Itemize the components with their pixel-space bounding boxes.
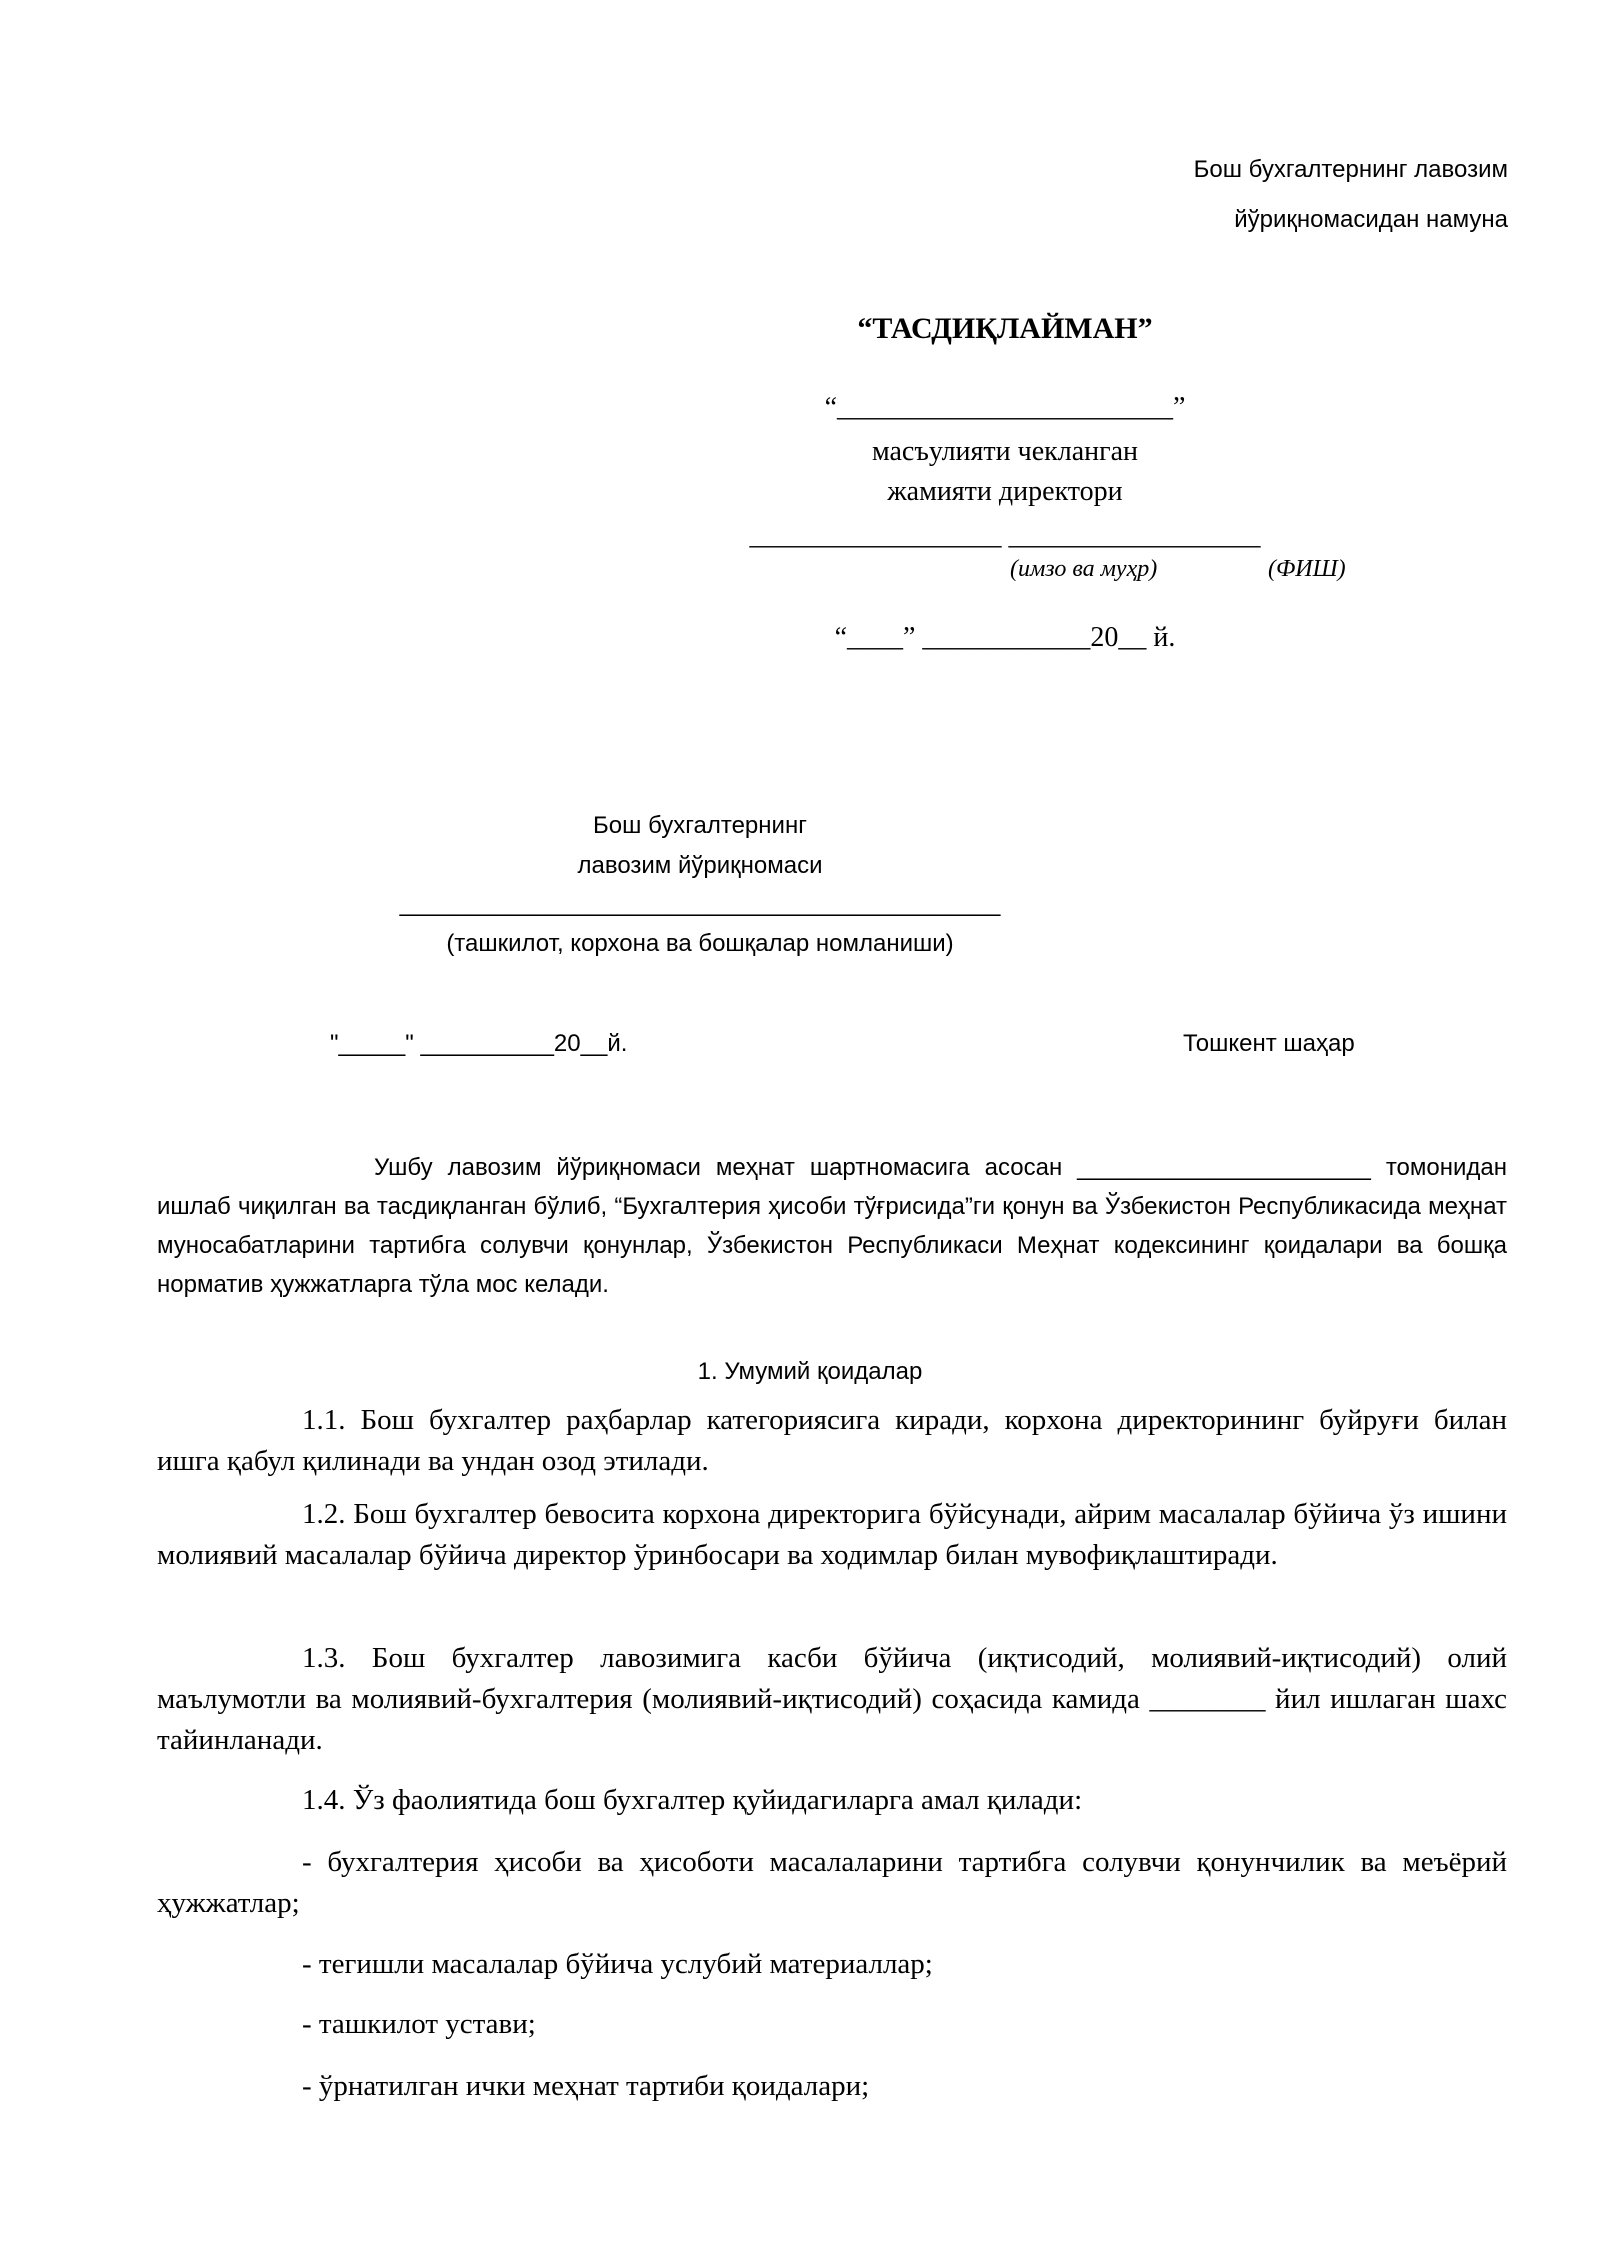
document-date: "_____" __________20__й. (330, 1030, 628, 1057)
intro-paragraph: Ушбу лавозим йўриқномаси меҳнат шартномасига асосан ______________________ томонидан ишлаб чиқилган ва тасдиқланган бўлиб, “Бухгалтерия ҳисоби тўғрисида”ги қонун ва Ўзбекистон Республикасида меҳнат муносабатларини тартибга солувчи қонунлар, Ўзбекистон Республикаси Меҳнат кодексининг қоидалари ва бошқа норматив ҳужжатларга тўла мос келади. (157, 1154, 1507, 1298)
section-1-heading: 1. Умумий қоидалар (697, 1358, 923, 1385)
header-note-line1: Бош бухгалтернинг лавозим (1193, 156, 1508, 183)
document-city: Тошкент шаҳар (1183, 1030, 1355, 1057)
paragraph-1-4: 1.4. Ўз фаолиятида бош бухгалтер қуйидагиларга амал қилади: (302, 1784, 1083, 1816)
approval-fio-label: (ФИШ) (1268, 556, 1346, 582)
organization-blank: _____________________________________________ (399, 890, 1001, 917)
paragraph-1-2: 1.2. Бош бухгалтер бевосита корхона директорига бўйсунади, айрим масалалар бўйича ўз ишини молиявий масалалар бўйича директор ўринбосари ва ходимлар билан мувофиқлаштиради. (157, 1498, 1507, 1571)
list-item: - ўрнатилган ички меҳнат тартиби қоидалари; (302, 2070, 870, 2102)
approval-signature-label: (имзо ва муҳр) (1010, 556, 1158, 582)
list-item: - тегишли масалалар бўйича услубий материаллар; (302, 1948, 933, 1980)
approval-date: “____” ____________20__ й. (834, 622, 1176, 653)
organization-caption: (ташкилот, корхона ва бошқалар номланиши) (446, 930, 954, 957)
approval-line1: масъулияти чекланган (871, 436, 1139, 467)
paragraph-1-3: 1.3. Бош бухгалтер лавозимига касби бўйича (иқтисодий, молиявий-иқтисодий) олий маълумотли ва молиявий-бухгалтерия (молиявий-иқтисодий) соҳасида камида ________ йил ишлаган шахс тайинланади. (157, 1642, 1507, 1756)
document-title-line1: Бош бухгалтернинг (593, 812, 807, 839)
list-item: - ташкилот устави; (302, 2008, 536, 2040)
approval-title: “ТАСДИҚЛАЙМАН” (857, 312, 1153, 345)
header-note-line2: йўриқномасидан намуна (1234, 206, 1508, 233)
document-title-line2: лавозим йўриқномаси (577, 852, 823, 879)
approval-line2: жамияти директори (887, 476, 1123, 507)
approval-signature-blanks: __________________ __________________ (749, 520, 1261, 551)
list-item: - бухгалтерия ҳисоби ва ҳисоботи масалаларини тартибга солувчи қонунчилик ва меъёрий ҳужжатлар; (157, 1846, 1507, 1919)
approval-company-blank: “________________________” (824, 392, 1186, 423)
paragraph-1-1: 1.1. Бош бухгалтер раҳбарлар категориясига киради, корхона директорининг буйруғи билан ишга қабул қилинади ва ундан озод этилади. (157, 1404, 1507, 1477)
